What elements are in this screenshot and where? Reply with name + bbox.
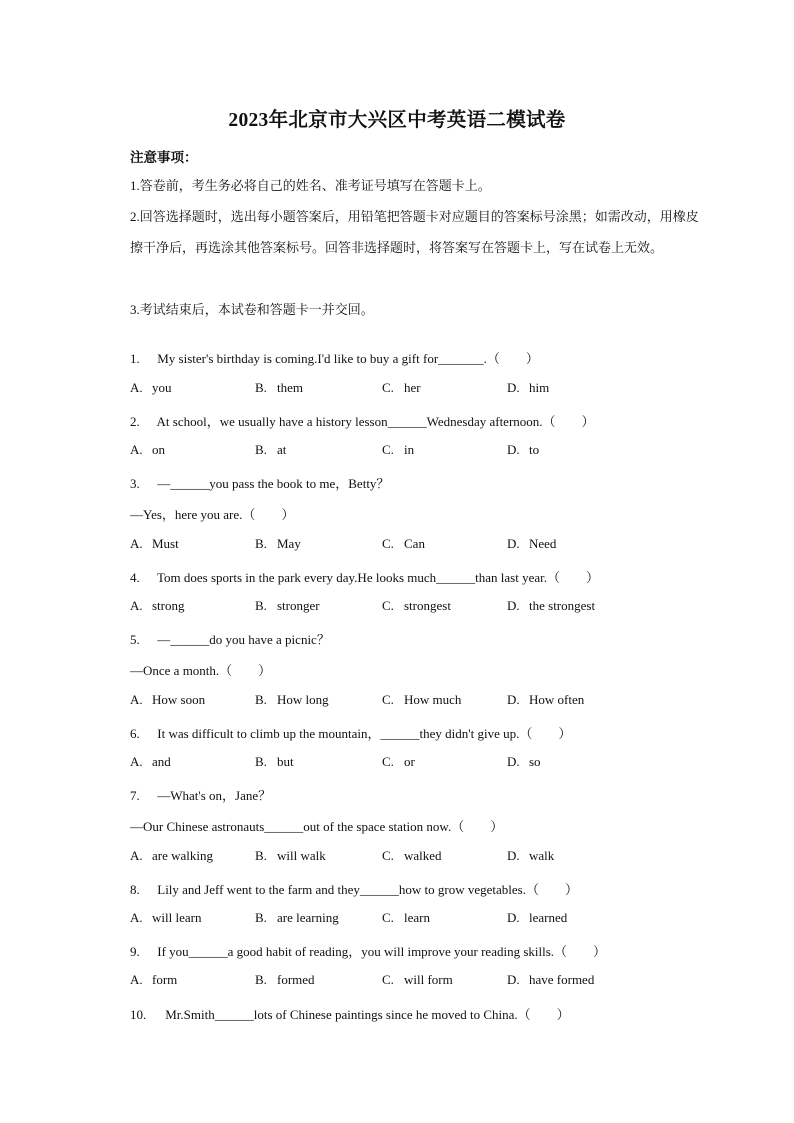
option-b[interactable]: B. them [255,380,303,395]
question-number: 3. [130,476,140,491]
option-c[interactable]: C. or [382,754,415,769]
option-d[interactable]: D. to [507,442,540,457]
option-c[interactable]: C. walked [382,848,442,863]
options-4 [130,598,730,616]
note-item: 3.考试结束后，本试卷和答题卡一并交回。 [130,302,374,317]
options-9 [130,972,730,990]
option-c[interactable]: C. How much [382,692,462,707]
option-b[interactable]: B. at [255,442,287,457]
option-d[interactable]: D. have formed [507,972,595,987]
option-c[interactable]: C. her [382,380,421,395]
question-1 [130,348,710,367]
question-2 [130,411,710,430]
question-text: If you______a good habit of reading，you will improve your reading skills.（ ） [157,944,607,959]
option-c[interactable]: C. Can [382,536,425,551]
option-b[interactable]: B. will walk [255,848,326,863]
option-d[interactable]: D. learned [507,910,568,925]
question-5 [130,629,710,648]
option-a[interactable]: A. you [130,380,172,395]
question-text: —______you pass the book to me，Betty？ [157,476,390,491]
option-a[interactable]: A. are walking [130,848,214,863]
question-10 [130,1004,710,1023]
option-d[interactable]: D. the strongest [507,598,596,613]
option-c[interactable]: C. will form [382,972,453,987]
question-text: —______do you have a picnic？ [157,632,330,647]
option-b[interactable]: B. but [255,754,294,769]
option-d[interactable]: D. walk [507,848,555,863]
question-number: 8. [130,882,140,897]
option-a[interactable]: A. How soon [130,692,206,707]
option-a[interactable]: A. Must [130,536,179,551]
page-title: 2023年北京市大兴区中考英语二模试卷 [228,110,566,131]
option-a[interactable]: A. and [130,754,171,769]
question-text: My sister's birthday is coming.I'd like to buy a gift for_______.（ ） [157,351,539,366]
question-6 [130,723,710,742]
option-a[interactable]: A. form [130,972,178,987]
options-1 [130,380,730,398]
options-8 [130,910,730,928]
question-response: —Once a month.（ ） [130,663,272,678]
option-d[interactable]: D. Need [507,536,557,551]
question-number: 7. [130,788,140,803]
note-item: 1.答卷前，考生务必将自己的姓名、准考证号填写在答题卡上。 [130,178,491,193]
option-b[interactable]: B. May [255,536,301,551]
question-number: 6. [130,726,140,741]
note-item: 2.回答选择题时，选出每小题答案后，用铅笔把答题卡对应题目的答案标号涂黑；如需改动，用橡皮擦干净后，再选涂其他答案标号。回答非选择题时，将答案写在答题卡上，写在试卷上无效。 [130,209,699,255]
option-d[interactable]: D. so [507,754,541,769]
question-7 [130,785,710,804]
question-number: 1. [130,351,140,366]
question-response: —Yes，here you are.（ ） [130,507,295,522]
question-response: —Our Chinese astronauts______out of the space station now.（ ） [130,819,504,834]
options-7 [130,848,730,866]
options-3 [130,536,730,554]
question-9 [130,941,710,960]
option-b[interactable]: B. stronger [255,598,320,613]
option-c[interactable]: C. learn [382,910,430,925]
question-number: 5. [130,632,140,647]
question-text: Lily and Jeff went to the farm and they______how to grow vegetables.（ ） [157,882,578,897]
question-text: Tom does sports in the park every day.He looks much______than last year.（ ） [157,570,599,585]
question-4 [130,567,710,586]
options-5 [130,692,730,710]
question-text: —What's on，Jane？ [157,788,272,803]
question-text: Mr.Smith______lots of Chinese paintings since he moved to China.（ ） [165,1007,570,1022]
question-text: It was difficult to climb up the mountain，______they didn't give up.（ ） [157,726,572,741]
question-number: 2. [130,414,140,429]
question-3 [130,473,710,492]
options-2 [130,442,730,460]
question-number: 4. [130,570,140,585]
question-number: 9. [130,944,140,959]
option-c[interactable]: C. strongest [382,598,451,613]
option-d[interactable]: D. How often [507,692,585,707]
option-b[interactable]: B. How long [255,692,329,707]
question-text: At school，we usually have a history lesson______Wednesday afternoon.（ ） [156,414,595,429]
notes-heading: 注意事项： [130,150,198,165]
option-a[interactable]: A. on [130,442,165,457]
option-d[interactable]: D. him [507,380,550,395]
option-a[interactable]: A. strong [130,598,185,613]
question-8 [130,879,710,898]
option-b[interactable]: B. are learning [255,910,339,925]
question-number: 10. [130,1007,147,1022]
option-c[interactable]: C. in [382,442,415,457]
options-6 [130,754,730,772]
option-a[interactable]: A. will learn [130,910,202,925]
option-b[interactable]: B. formed [255,972,315,987]
